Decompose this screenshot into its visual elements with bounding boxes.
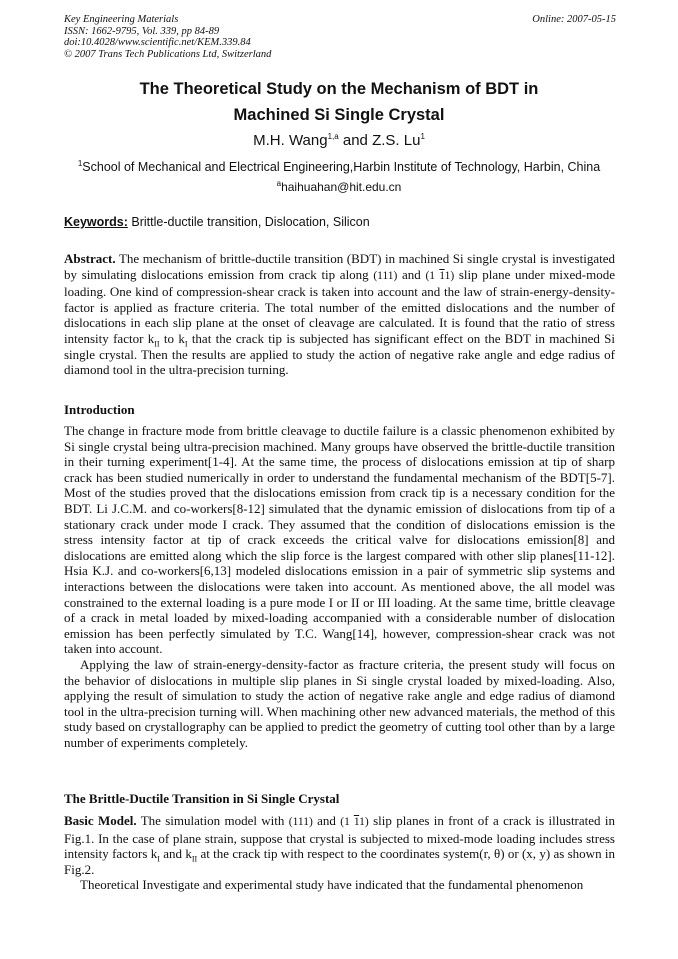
basic-model-text-4: at the crack tip with respect to the coordinates system(r, θ) or (x, y) as shown in Fig.2. — [64, 846, 615, 877]
author-conjunction: and — [338, 132, 373, 149]
basic-model-text-3: and k — [159, 846, 192, 862]
slip-plane-111: (111) — [373, 269, 398, 282]
affiliation-text: School of Mechanical and Electrical Engineering,Harbin Institute of Technology, Harbin, China — [82, 160, 601, 174]
issn-line: ISSN: 1662-9795, Vol. 339, pp 84-89 — [64, 25, 220, 37]
abstract — [64, 251, 615, 378]
bdt-paragraph-2: Theoretical Investigate and experimental study have indicated that the fundamental phenomenon — [80, 877, 584, 893]
online-date: Online: 2007-05-15 — [532, 14, 616, 25]
author-email — [0, 180, 678, 194]
abstract-text-1: The mechanism of brittle-ductile transition (BDT) in machined Si single crystal is investigated by simulating dislocations emission from crack tip along — [64, 251, 615, 282]
doi-line: doi:10.4028/www.scientific.net/KEM.339.84 — [64, 37, 251, 48]
k-I-subscript-b: I — [157, 854, 160, 864]
abstract-and: and — [397, 266, 426, 282]
basic-model-text-2: slip planes in front of a crack is illustrated in Fig.1. In the case of plane strain, suppose that crystal is subjected to mixed-mode loading includes stress intensity factors k — [64, 813, 615, 862]
paper-title-line-2: Machined Si Single Crystal — [233, 106, 445, 124]
slip-plane-111-b: (111) — [288, 816, 313, 828]
journal-name: Key Engineering Materials — [64, 14, 179, 25]
affiliation — [0, 160, 678, 174]
k-II-subscript: II — [154, 339, 160, 349]
author-2-affiliation-mark: 1 — [420, 132, 425, 141]
basic-model-and: and — [312, 813, 341, 828]
author-2: Z.S. Lu — [372, 132, 421, 149]
abstract-text-3: to k — [159, 330, 185, 346]
abstract-text-4: that the crack tip is subjected has significant effect on the BDT in machined Si single crystal. Then the results are applied to study the action of negative rake angle and edge radius of diamond tool in the ultra-precision turning. — [64, 330, 615, 378]
abstract-paragraph — [64, 251, 615, 378]
bdt-section-body — [64, 813, 615, 893]
introduction-paragraph-1: The change in fracture mode from brittle cleavage to ductile failure is a classic phenomenon exhibited by Si single crystal being ultra-precision machined. Many groups have observed the brittle-ductile transition in their turning experiment[1-4]. At the same time, the process of dislocations emission at tip of sharp crack has been studied numerically in order to understand the fundamental mechanism of the BDT[5-7]. Most of the studies proved that the dislocations emission from crack tip is a necessary condition for the BDT. Li J.C.M. and co-workers[8-12] simulated that the dynamic emission of dislocations from tip of a stationary crack under mode I crack. They assumed that the condition of dislocations emission is the stress intensity factor at tip of crack exceeds the critical valve for dislocations emission[8] and dislocations are emitted along which the slip force is the largest compared with other slip planes[11-12]. Hsia K.J. and co-workers[6,13] modeled dislocations emission in a pair of symmetric slip systems and interactions between the dislocations were taken into account. As mentioned above, the all model was constrained to the external loading is a pure mode I or II or III loading. At the same time, brittle cleavage of a crack in metal loaded by mixed-loading accompanied with a considerable number of dislocation emission has been perfectly simulated by T.C. Wang[14], however, compression-shear crack was not taken into account. — [64, 423, 615, 657]
copyright-line: © 2007 Trans Tech Publications Ltd, Switzerland — [64, 48, 272, 60]
journal-header — [64, 14, 616, 60]
introduction-body — [64, 423, 615, 750]
slip-plane-1-bar1-1-b: (1 11) — [340, 816, 369, 828]
basic-model-label: Basic Model. — [64, 813, 137, 828]
keywords-text: Brittle-ductile transition, Dislocation, Silicon — [127, 215, 370, 229]
slip-plane-1-bar1-1: (1 11) — [425, 269, 455, 282]
email-address[interactable]: haihuahan@hit.edu.cn — [281, 180, 402, 194]
k-II-subscript-b: II — [191, 854, 198, 864]
abstract-label: Abstract. — [64, 251, 116, 266]
email-mark: a — [276, 179, 282, 188]
introduction-heading: Introduction — [64, 402, 135, 417]
author-1: M.H. Wang — [253, 132, 328, 149]
keywords-label: Keywords: — [64, 215, 128, 229]
basic-model-paragraph — [64, 813, 615, 877]
keywords — [64, 215, 370, 229]
abstract-text-2: slip plane under mixed-mode loading. One kind of compression-shear crack is taken into account and the law of strain-energy-density-factor is applied as fracture criteria. The total number of the emitted dislocations and the number of dislocations in each slip plane at the onset of cleavage are calculated. It is found that the ratio of stress intensity factor k — [64, 266, 615, 346]
author-1-affiliation-mark: 1,a — [327, 132, 339, 141]
basic-model-text-1: The simulation model with — [136, 813, 289, 828]
affiliation-mark: 1 — [77, 158, 83, 168]
paper-title-line-1: The Theoretical Study on the Mechanism of BDT in — [139, 80, 539, 98]
author-list — [0, 132, 678, 149]
bdt-section-heading: The Brittle-Ductile Transition in Si Single Crystal — [64, 791, 340, 806]
k-I-subscript: I — [184, 339, 188, 349]
introduction-paragraph-2: Applying the law of strain-energy-density-factor as fracture criteria, the present study will focus on the behavior of dislocations in multiple slip planes in Si single crystal loaded by mixed-loading. Also, applying the result of simulation to study the action of negative rake angle and edge radius of diamond tool in the ultra-precision turning will. When machining other new advanced materials, the method of this study based on crystallography can be applied to predict the geometry of cutting tool other than by a large number of experiments completely. — [64, 656, 615, 750]
